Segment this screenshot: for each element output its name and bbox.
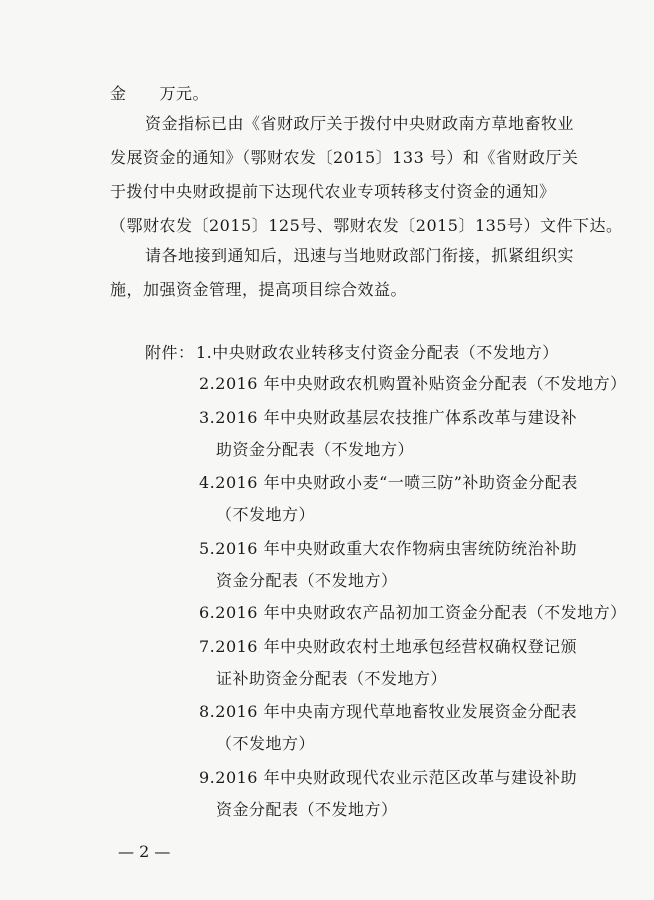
body-line: 施，加强资金管理，提高项目综合效益。 <box>110 280 408 299</box>
attachment-item-continued: （不发地方） <box>216 505 316 524</box>
body-line: 请各地接到通知后，迅速与当地财政部门衔接，抓紧组织实 <box>145 246 575 265</box>
attachment-item: 9.2016 年中央财政现代农业示范区改革与建设补助 <box>199 768 578 787</box>
body-line: （鄂财农发〔2015〕125号、鄂财农发〔2015〕135号）文件下达。 <box>110 216 623 235</box>
attachment-item-continued: （不发地方） <box>216 734 316 753</box>
attachment-item: 6.2016 年中央财政农产品初加工资金分配表（不发地方） <box>199 603 627 622</box>
body-line: 于拨付中央财政提前下达现代农业专项转移支付资金的通知》 <box>110 182 556 201</box>
body-line: 资金指标已由《省财政厅关于拨付中央财政南方草地畜牧业 <box>145 114 575 133</box>
attachment-item: 7.2016 年中央财政农村土地承包经营权确权登记颁 <box>199 637 578 656</box>
attachment-item: 4.2016 年中央财政小麦“一喷三防”补助资金分配表 <box>199 473 578 492</box>
attachment-item: 5.2016 年中央财政重大农作物病虫害统防统治补助 <box>199 539 578 558</box>
attachment-item: 3.2016 年中央财政基层农技推广体系改革与建设补 <box>199 408 578 427</box>
attachment-item: 8.2016 年中央南方现代草地畜牧业发展资金分配表 <box>199 702 578 721</box>
page-number: — 2 — <box>118 842 171 861</box>
attachment-item-continued: 资金分配表（不发地方） <box>216 571 398 590</box>
attachment-label: 附件： <box>145 343 195 362</box>
body-line: 发展资金的通知》（鄂财农发〔2015〕133 号）和《省财政厅关 <box>110 148 579 167</box>
attachment-item: 2.2016 年中央财政农机购置补贴资金分配表（不发地方） <box>199 374 627 393</box>
attachment-item: 1.中央财政农业转移支付资金分配表（不发地方） <box>196 343 559 362</box>
attachment-item-continued: 证补助资金分配表（不发地方） <box>216 669 448 688</box>
attachment-item-continued: 资金分配表（不发地方） <box>216 800 398 819</box>
body-line: 金 万元。 <box>110 84 210 103</box>
attachment-item-continued: 助资金分配表（不发地方） <box>216 440 415 459</box>
